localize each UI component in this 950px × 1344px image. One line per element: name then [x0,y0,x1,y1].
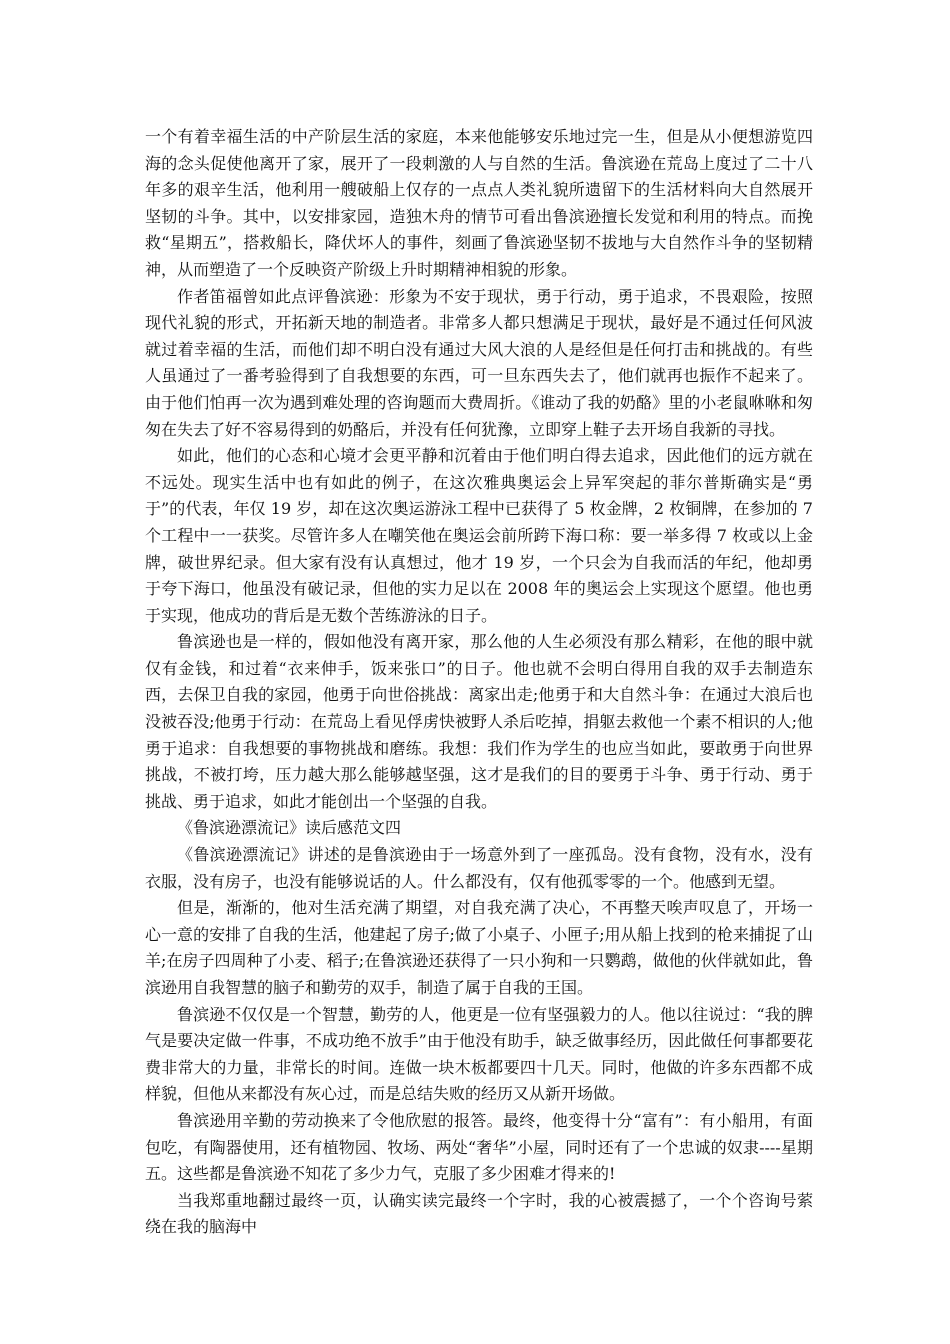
section-heading: 《鲁滨逊漂流记》读后感范文四 [177,818,402,838]
paragraph-1: 一个有着幸福生活的中产阶层生活的家庭，本来他能够安乐地过完一生，但是从小便想游览四海的念头促使他离开了家，展开了一段刺激的人与自然的生活。鲁滨逊在荒岛上度过了二十八年多的艰辛生活，他利用一艘破船上仅存的一点点人类礼貌所遗留下的生活材料向大自然展开坚韧的斗争。其中，以安排家园，造独木舟的情节可看出鲁滨逊擅长发觉和利用的特点。而挽救“星期五”，搭救船长，降伏坏人的事件，刻画了鲁滨逊坚韧不拔地与大自然作斗争的坚韧精神，从而塑造了一个反映资产阶级上升时期精神相貌的形象。 [145,127,813,279]
document-body [145,124,813,1241]
paragraph-2: 作者笛福曾如此点评鲁滨逊：形象为不安于现状，勇于行动，勇于追求，不畏艰险，按照现代礼貌的形式，开拓新天地的制造者。非常多人都只想满足于现状，最好是不通过任何风波就过着幸福的生活，而他们却不明白没有通过大风大浪的人是经但是任何打击和挑战的。有些人虽通过了一番考验得到了自我想要的东西，可一旦东西失去了，他们就再也振作不起来了。由于他们怕再一次为遇到难处理的咨询题而大费周折。《谁动了我的奶酪》里的小老鼠咻咻和匆匆在失去了好不容易得到的奶酪后，并没有任何犹豫，立即穿上鞋子去开场自我新的寻找。 [145,286,813,439]
paragraph-8: 鲁滨逊用辛勤的劳动换来了令他欣慰的报答。最终，他变得十分“富有”：有小船用，有面包吃，有陶器使用，还有植物园、牧场、两处“奢华”小屋，同时还有了一个忠诚的奴隶----星期五。这些都是鲁滨逊不知花了多少力气，克服了多少困难才得来的! [145,1110,813,1184]
paragraph-7: 鲁滨逊不仅仅是一个智慧，勤劳的人，他更是一位有坚强毅力的人。他以往说过：“我的脾气是要决定做一件事，不成功绝不放手”由于他没有助手，缺乏做事经历，因此做任何事都要花费非常大的力量，非常长的时间。连做一块木板都要四十几天。同时，他做的许多东西都不成样貌，但他从来都没有灰心过，而是总结失败的经历又从新开场做。 [145,1004,813,1104]
paragraph-9: 当我郑重地翻过最终一页，认确实读完最终一个字时，我的心被震撼了，一个个咨询号萦绕在我的脑海中 [145,1190,813,1237]
paragraph-4: 鲁滨逊也是一样的，假如他没有离开家，那么他的人生必须没有那么精彩，在他的眼中就仅有金钱，和过着“衣来伸手，饭来张口”的日子。他也就不会明白得用自我的双手去制造东西，去保卫自我的家园，他勇于向世俗挑战：离家出走;他勇于和大自然斗争：在通过大浪后也没被吞没;他勇于行动：在荒岛上看见俘虏快被野人杀后吃掉，捐躯去救他一个素不相识的人;他勇于追求：自我想要的事物挑战和磨练。我想：我们作为学生的也应当如此，要敢勇于向世界挑战，不被打垮，压力越大那么能够越坚强，这才是我们的目的要勇于斗争、勇于行动、勇于挑战、勇于追求，如此才能创出一个坚强的自我。 [145,632,813,811]
paragraph-6: 但是，渐渐的，他对生活充满了期望，对自我充满了决心，不再整天唉声叹息了，开场一心一意的安排了自我的生活，他建起了房子;做了小桌子、小匣子;用从船上找到的枪来捕捉了山羊;在房子四周种了小麦、稻子;在鲁滨逊还获得了一只小狗和一只鹦鹉，做他的伙伴就如此，鲁滨逊用自我智慧的脑子和勤劳的双手，制造了属于自我的王国。 [145,898,813,997]
paragraph-3: 如此，他们的心态和心境才会更平静和沉着由于他们明白得去追求，因此他们的远方就在不远处。现实生活中也有如此的例子，在这次雅典奥运会上异军突起的菲尔普斯确实是“勇于”的代表，年仅 19 岁，却在这次奥运游泳工程中已获得了 5 枚金牌，2 枚铜牌，在参加的 7 个工程中一一获奖。尽管许多人在嘲笑他在奥运会前所跨下海口称：要一举多得 7 枚或以上金牌，破世界纪录。但大家有没有认真想过，他才 19 岁，一个只会为自我而活的年纪，他却勇于夸下海口，他虽没有破记录，但他的实力足以在 2008 年的奥运会上实现这个愿望。他也勇于实现，他成功的背后是无数个苦练游泳的日子。 [145,446,813,625]
paragraph-5: 《鲁滨逊漂流记》讲述的是鲁滨逊由于一场意外到了一座孤岛。没有食物，没有水，没有衣服，没有房子，也没有能够说话的人。什么都没有，仅有他孤零零的一个。他感到无望。 [145,845,813,891]
